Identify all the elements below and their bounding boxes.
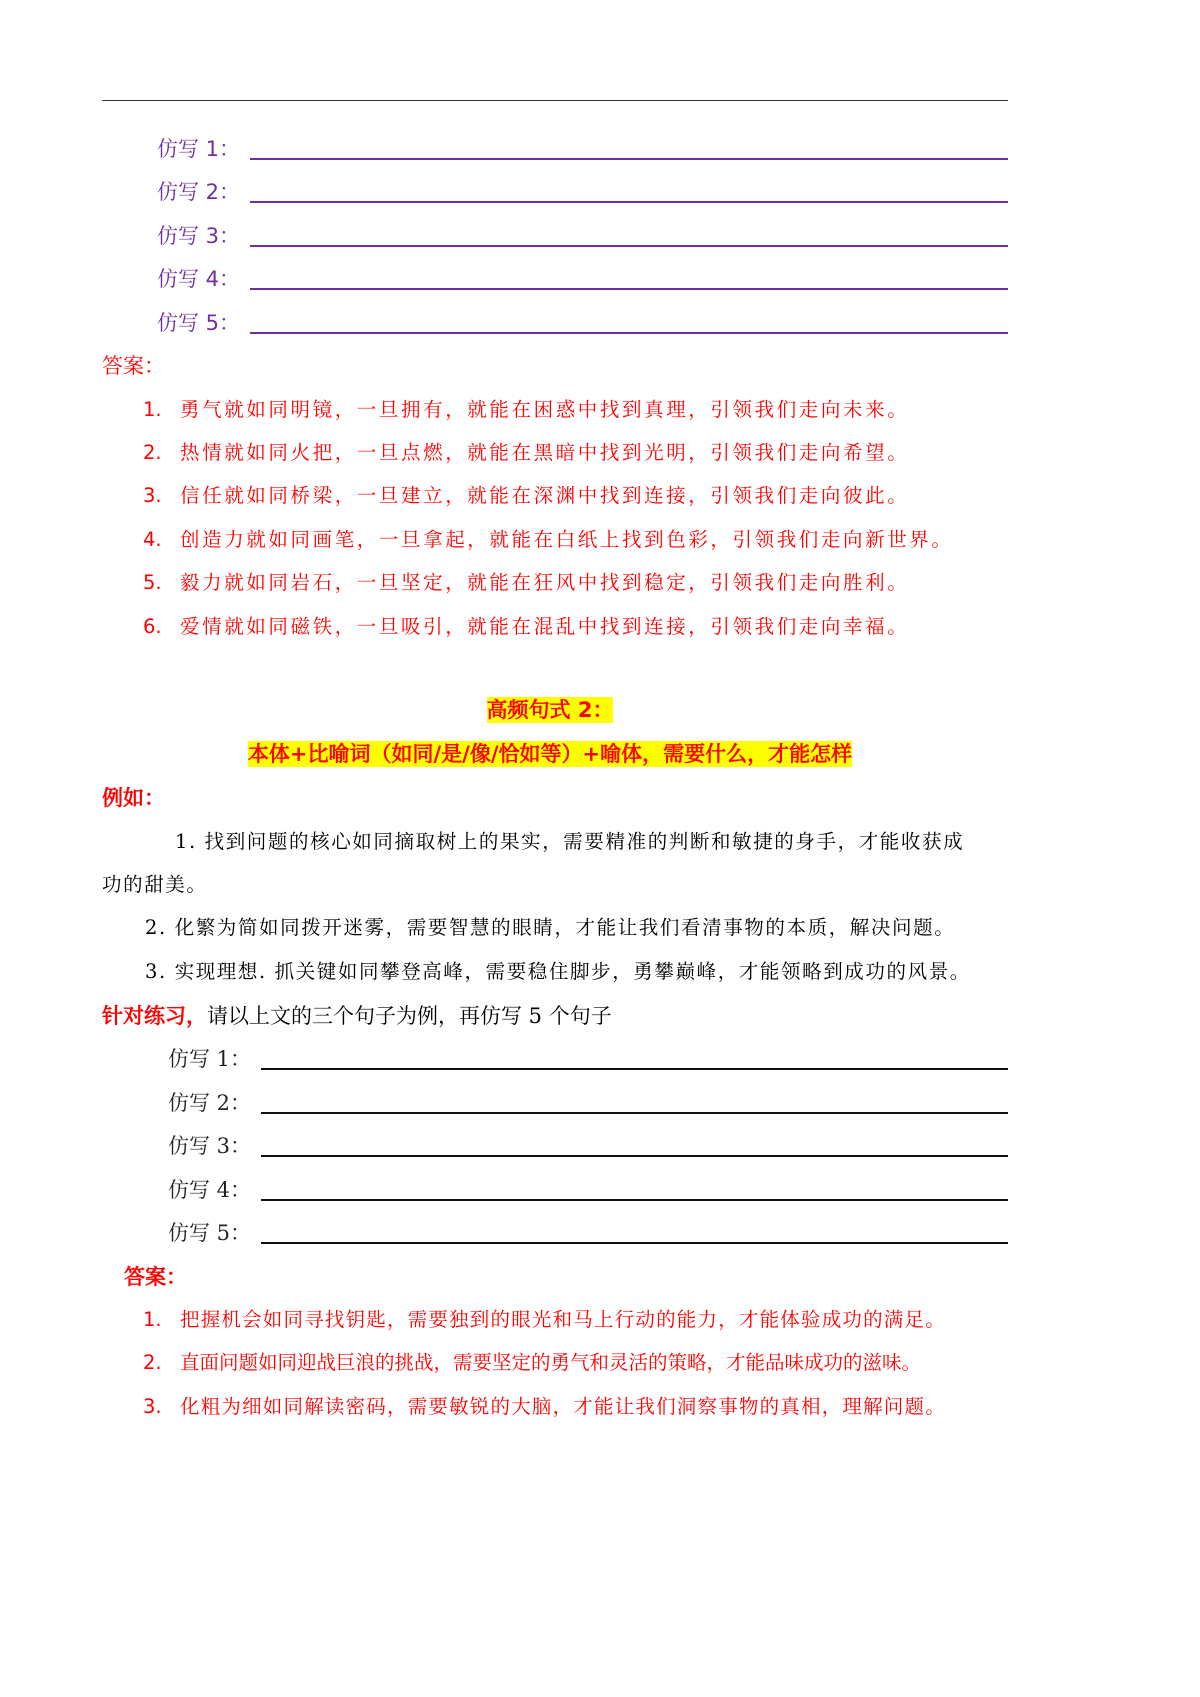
pattern-formula: 本体+比喻词（如同/是/像/恰如等）+喻体，需要什么，才能怎样 (247, 742, 853, 766)
fill-in-line[interactable] (250, 201, 1008, 203)
fill-in-line[interactable] (261, 1068, 1008, 1070)
answer-item (143, 482, 909, 510)
pattern-title: 高频句式 2： (486, 698, 614, 722)
answer-text: 把握机会如同寻找钥匙，需要独到的眼光和马上行动的能力，才能体验成功的满足。 (180, 1308, 946, 1331)
answer-number: 3. (143, 484, 162, 507)
answers-heading: 答案： (124, 1265, 187, 1289)
answer-text: 勇气就如同明镜，一旦拥有，就能在困惑中找到真理，引领我们走向未来。 (180, 398, 910, 421)
example-item-3: 3. 实现理想. 抓关键如同攀登高峰，需要稳住脚步，勇攀巅峰，才能领略到成功的风景。 (145, 960, 971, 983)
practice-label: 仿写 1： (157, 137, 241, 161)
pattern-formula-wrap (0, 740, 1100, 768)
practice-label: 仿写 5： (168, 1221, 252, 1245)
examples-heading: 例如： (102, 786, 165, 810)
practice-row-2 (168, 1087, 1008, 1117)
answer-item (143, 396, 909, 424)
practice-row-1 (168, 1043, 1008, 1073)
fill-in-line[interactable] (261, 1199, 1008, 1201)
answer-number: 2. (143, 441, 162, 464)
answer-text: 创造力就如同画笔，一旦拿起，就能在白纸上找到色彩，引领我们走向新世界。 (180, 528, 954, 551)
practice-row-4 (168, 1174, 1008, 1204)
practice-label: 仿写 2： (157, 180, 241, 204)
practice-row-2 (157, 176, 1008, 206)
example-item-2: 2. 化繁为简如同拨开迷雾，需要智慧的眼睛，才能让我们看清事物的本质，解决问题。 (145, 916, 956, 939)
pattern-title-wrap (0, 696, 1100, 724)
answer-text: 化粗为细如同解读密码，需要敏锐的大脑，才能让我们洞察事物的真相，理解问题。 (180, 1395, 946, 1418)
fill-in-line[interactable] (261, 1112, 1008, 1114)
practice-label: 仿写 3： (157, 224, 241, 248)
answer-item (143, 613, 909, 641)
fill-in-line[interactable] (250, 245, 1008, 247)
answer-number: 4. (143, 528, 162, 551)
answer-number: 1. (143, 1308, 162, 1331)
practice-label: 仿写 4： (157, 267, 241, 291)
answer-number: 5. (143, 571, 162, 594)
practice-label: 仿写 3： (168, 1134, 252, 1158)
fill-in-line[interactable] (250, 288, 1008, 290)
answer-text: 直面问题如同迎战巨浪的挑战，需要坚定的勇气和灵活的策略，才能品味成功的滋味。 (180, 1351, 922, 1374)
answer-number: 6. (143, 615, 162, 638)
practice-row-1 (157, 133, 1008, 163)
practice-row-5 (157, 307, 1008, 337)
fill-in-line[interactable] (250, 158, 1008, 160)
example-item-1: 1. 找到问题的核心如同摘取树上的果实，需要精准的判断和敏捷的身手，才能收获成 (175, 830, 965, 853)
answer-item (143, 1306, 946, 1334)
fill-in-line[interactable] (261, 1242, 1008, 1244)
practice-row-4 (157, 263, 1008, 293)
drill-text: 请以上文的三个句子为例，再仿写 5 个句子 (207, 1004, 612, 1028)
fill-in-line[interactable] (261, 1155, 1008, 1157)
practice-row-3 (168, 1130, 1008, 1160)
answer-text: 信任就如同桥梁，一旦建立，就能在深渊中找到连接，引领我们走向彼此。 (180, 484, 910, 507)
practice-label: 仿写 5： (157, 311, 241, 335)
answer-number: 3. (143, 1395, 162, 1418)
practice-row-5 (168, 1217, 1008, 1247)
drill-instruction (102, 1002, 612, 1030)
fill-in-line[interactable] (250, 332, 1008, 334)
drill-label: 针对练习， (102, 1004, 207, 1028)
answer-item (143, 439, 909, 467)
practice-label: 仿写 4： (168, 1178, 252, 1202)
answer-item (143, 569, 909, 597)
answer-text: 热情就如同火把，一旦点燃，就能在黑暗中找到光明，引领我们走向希望。 (180, 441, 910, 464)
practice-label: 仿写 2： (168, 1091, 252, 1115)
example-item-1-continued: 功的甜美。 (102, 873, 208, 896)
answer-number: 1. (143, 398, 162, 421)
practice-label: 仿写 1： (168, 1047, 252, 1071)
answer-item (143, 526, 954, 554)
answer-text: 毅力就如同岩石，一旦坚定，就能在狂风中找到稳定，引领我们走向胜利。 (180, 571, 910, 594)
answer-item (143, 1349, 921, 1377)
answers-heading: 答案： (102, 354, 165, 378)
top-divider-line (102, 100, 1008, 101)
answer-number: 2. (143, 1351, 162, 1374)
practice-row-3 (157, 220, 1008, 250)
answer-item (143, 1393, 946, 1421)
answer-text: 爱情就如同磁铁，一旦吸引，就能在混乱中找到连接，引领我们走向幸福。 (180, 615, 910, 638)
